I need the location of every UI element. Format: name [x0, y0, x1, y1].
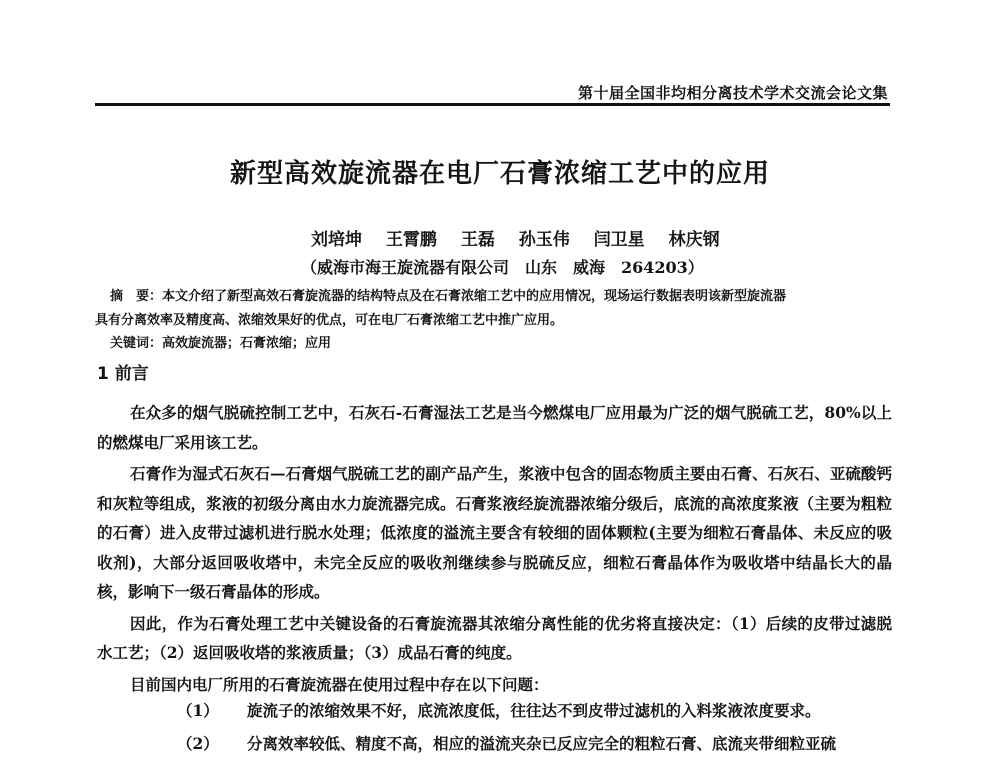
paper-title: 新型高效旋流器在电厂石膏浓缩工艺中的应用	[229, 159, 770, 189]
abstract-label: 摘 要：	[110, 289, 163, 304]
author: 刘培坤	[311, 230, 362, 250]
author: 王磊	[460, 230, 495, 250]
abstract	[95, 285, 890, 333]
author: 孙玉伟	[518, 230, 570, 250]
author-list	[311, 225, 738, 250]
list-number: （2）	[177, 734, 219, 753]
running-head: 第十届全国非均相分离技术学术交流会论文集	[577, 84, 888, 102]
list-text: 分离效率较低、精度不高，相应的溢流夹杂已反应完全的粗粒石膏、底流夹带细粒亚硫	[247, 734, 837, 753]
abstract-text-line2: 具有分离效率及精度高、浓缩效果好的优点，可在电厂石膏浓缩工艺中推广应用。	[95, 313, 564, 328]
author: 闫卫星	[593, 230, 645, 250]
problem-list	[97, 694, 892, 760]
list-text: 旋流子的浓缩效果不好，底流浓度低，往往达不到皮带过滤机的入料浆液浓度要求。	[247, 701, 821, 720]
header-rule	[95, 103, 890, 106]
list-item	[97, 694, 892, 727]
author: 王霄鹏	[385, 230, 437, 250]
section-heading: 1 前言	[97, 364, 149, 384]
author: 林庆钢	[668, 230, 720, 250]
keywords-label: 关键词：	[110, 336, 163, 351]
paragraph: 在众多的烟气脱硫控制工艺中，石灰石-石膏湿法工艺是当今燃煤电厂应用最为广泛的烟气脱硫工艺，80%以上的燃煤电厂采用该工艺。	[97, 403, 892, 452]
paragraph: 目前国内电厂所用的石膏旋流器在使用过程中存在以下问题：	[130, 674, 549, 694]
list-item	[97, 727, 892, 760]
list-number: （1）	[177, 701, 219, 720]
paragraph: 因此，作为石膏处理工艺中关键设备的石膏旋流器其浓缩分离性能的优劣将直接决定：（1）后续的皮带过滤脱水工艺；（2）返回吸收塔的浆液质量；（3）成品石膏的纯度。	[97, 613, 892, 662]
body-text	[97, 398, 892, 701]
paragraph: 石膏作为湿式石灰石—石膏烟气脱硫工艺的副产品产生，浆液中包含的固态物质主要由石膏、石灰石、亚硫酸钙和灰粒等组成，浆液的初级分离由水力旋流器完成。石膏浆液经旋流器浓缩分级后，底流的高浓度浆液（主要为粗粒的石膏）进入皮带过滤机进行脱水处理；低浓度的溢流主要含有较细的固体颗粒(主要为细粒石膏晶体、未反应的吸收剂)，大部分返回吸收塔中，未完全反应的吸收剂继续参与脱硫反应，细粒石膏晶体作为吸收塔中结晶长大的晶核，影响下一级石膏晶体的形成。	[97, 464, 892, 601]
abstract-text-line1: 本文介绍了新型高效石膏旋流器的结构特点及在石膏浓缩工艺中的应用情况，现场运行数据表明该新型旋流器	[162, 289, 787, 304]
affiliation: （威海市海王旋流器有限公司 山东 威海 264203）	[301, 258, 704, 277]
keywords-text: 高效旋流器；石膏浓缩；应用	[162, 336, 332, 351]
keywords	[110, 332, 331, 351]
